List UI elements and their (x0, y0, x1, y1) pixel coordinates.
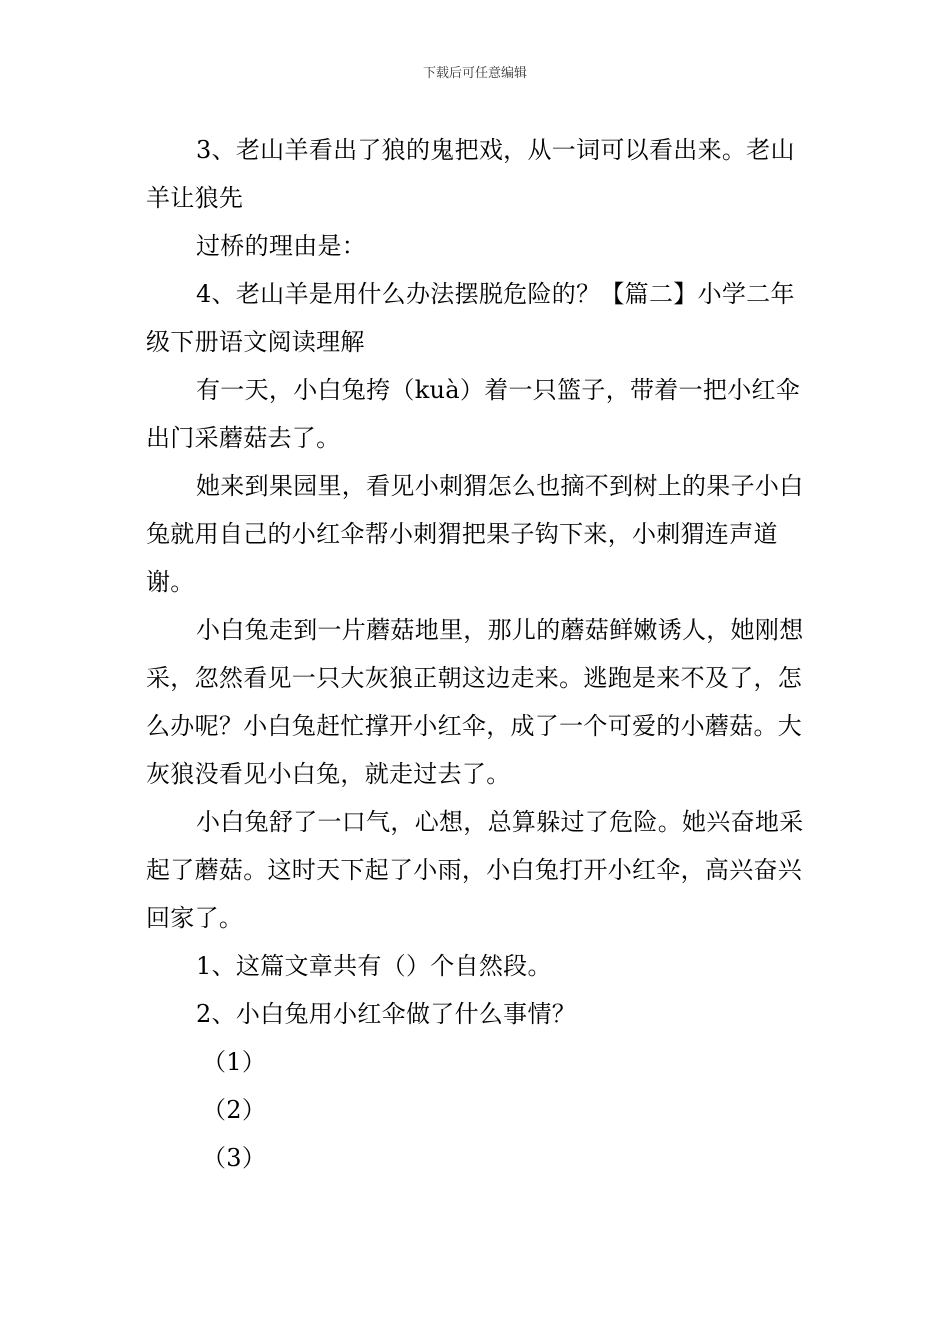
document-body (146, 126, 806, 1182)
paragraph-question-4-and-section-title: 4、老山羊是用什么办法摆脱危险的？【篇二】小学二年级下册语文阅读理解 (146, 280, 795, 356)
paragraph-story-2: 她来到果园里，看见小刺猬怎么也摘不到树上的果子小白兔就用自己的小红伞帮小刺猬把果子钩下来，小刺猬连声道谢。 (146, 472, 804, 596)
paragraph-question-2: 2、小白兔用小红伞做了什么事情？ (196, 1000, 577, 1028)
paragraph-question-3-reason: 过桥的理由是： (196, 232, 367, 260)
paragraph-story-4: 小白兔舒了一口气，心想，总算躲过了危险。她兴奋地采起了蘑菇。这时天下起了小雨，小白兔打开小红伞，高兴奋兴回家了。 (146, 808, 804, 932)
answer-item-2: （2） (202, 1096, 267, 1124)
paragraph-question-1: 1、这篇文章共有（）个自然段。 (196, 952, 552, 980)
answer-item-1: （1） (202, 1048, 267, 1076)
paragraph-question-3: 3、老山羊看出了狼的鬼把戏，从一词可以看出来。老山羊让狼先 (146, 136, 795, 212)
page-header-note: 下载后可任意编辑 (422, 66, 527, 81)
paragraph-story-1: 有一天，小白兔挎（kuà）着一只篮子，带着一把小红伞出门采蘑菇去了。 (146, 376, 801, 452)
paragraph-story-3: 小白兔走到一片蘑菇地里，那儿的蘑菇鲜嫩诱人，她刚想采，忽然看见一只大灰狼正朝这边走来。逃跑是来不及了，怎么办呢？小白兔赶忙撑开小红伞，成了一个可爱的小蘑菇。大灰狼没看见小白兔，就走过去了。 (146, 616, 804, 788)
answer-item-3: （3） (202, 1144, 267, 1172)
